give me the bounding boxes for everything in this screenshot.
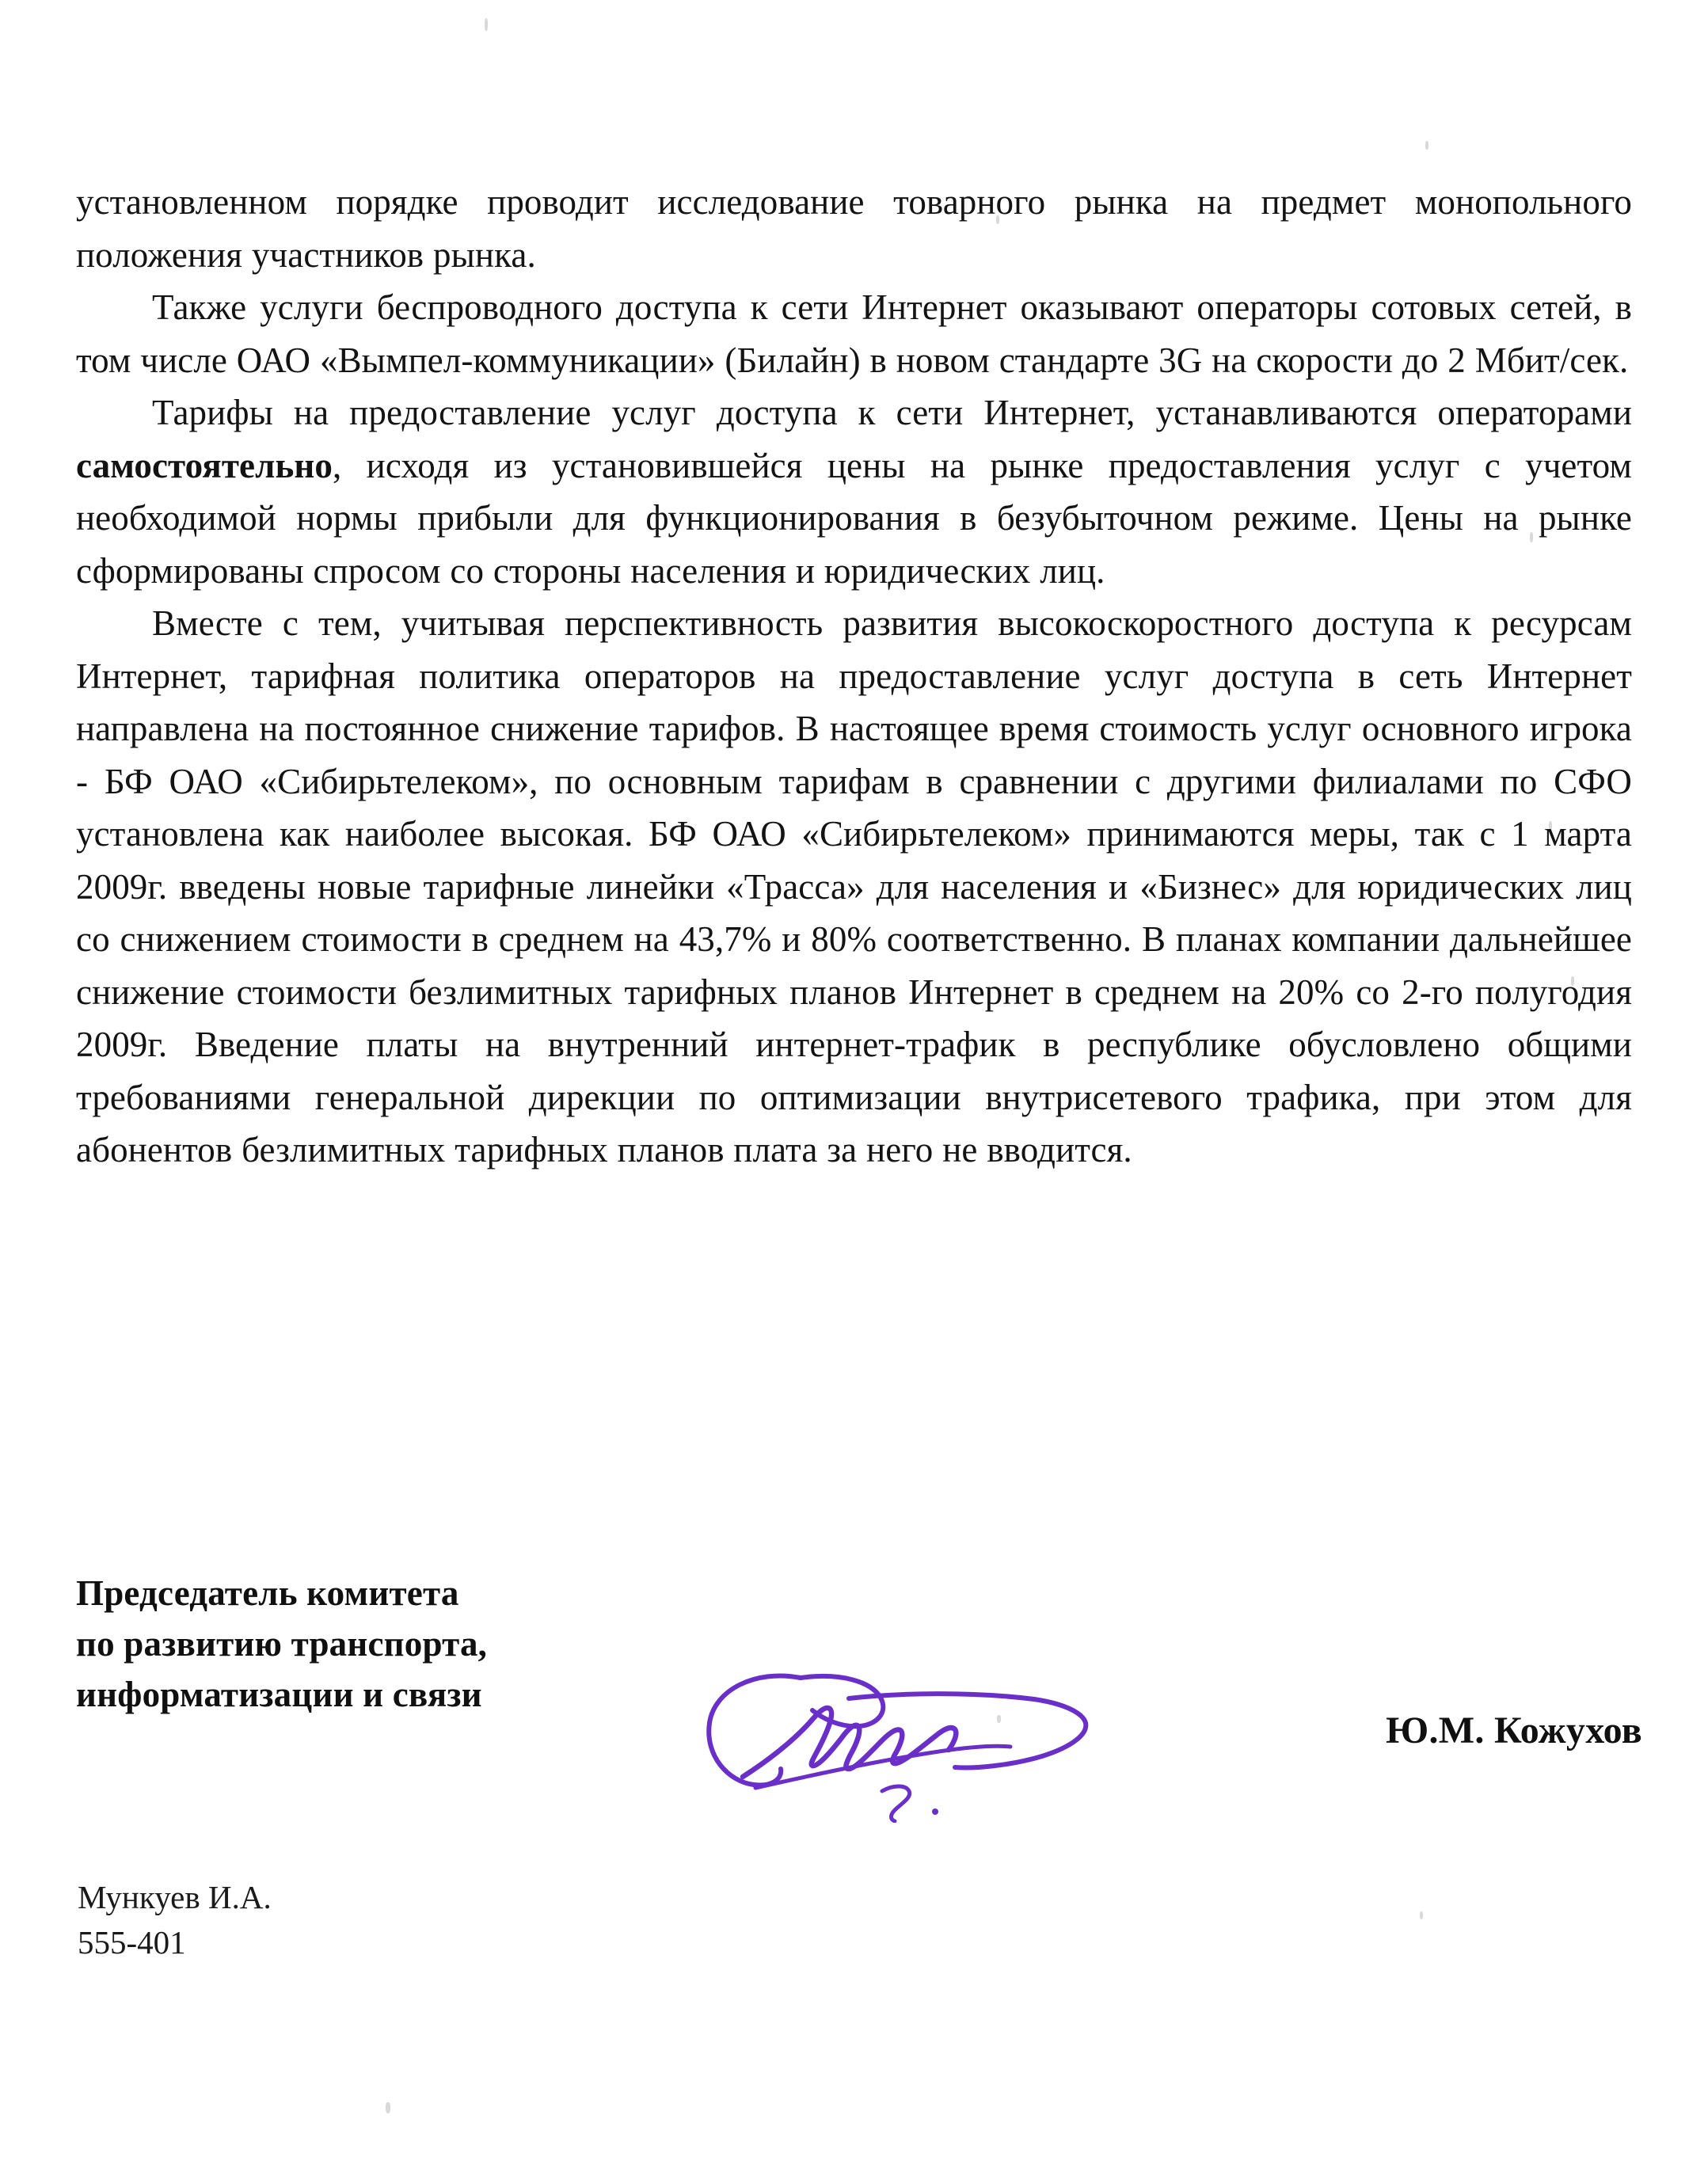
signer-title-line-1: Председатель комитета: [76, 1573, 459, 1613]
scan-speck: [386, 2102, 390, 2113]
signer-title: [76, 1568, 725, 1720]
emphasis-samostoyatelno: самостоятельно: [76, 445, 333, 485]
signer-title-line-3: информатизации и связи: [76, 1675, 482, 1714]
scan-speck: [485, 18, 488, 31]
executor-phone: 555-401: [78, 1924, 186, 1961]
paragraph-3: [76, 386, 1632, 597]
paragraph-2: Также услуги беспроводного доступа к сети Интернет оказывают операторы сотовых сетей, в том числе ОАО «Вымпел-коммуникации» (Билайн) в новом стандарте 3G на скорости до 2 Мбит/сек.: [76, 287, 1632, 380]
signer-name: Ю.М. Кожухов: [1386, 1710, 1642, 1751]
paragraph-1: установленном порядке проводит исследование товарного рынка на предмет монопольного положения участников рынка.: [76, 182, 1632, 275]
letter-body: [76, 176, 1632, 1177]
executor-name: Мункуев И.А.: [78, 1879, 272, 1915]
executor-footer: [78, 1875, 272, 1965]
paragraph-4: Вместе с тем, учитывая перспективность развития высокоскоростного доступа к ресурсам Интернет, тарифная политика операторов на предоставление услуг доступа в сеть Интернет направлена на постоянное снижение тарифов. В настоящее время стоимость услуг основного игрока - БФ ОАО «Сибирьтелеком», по основным тарифам в сравнении с другими филиалами по СФО установлена как наиболее высокая. БФ ОАО «Сибирьтелеком» принимаются меры, так с 1 марта 2009г. введены новые тарифные линейки «Трасса» для населения и «Бизнес» для юридических лиц со снижением стоимости в среднем на 43,7% и 80% соответственно. В планах компании дальнейшее снижение стоимости безлимитных тарифных планов Интернет в среднем на 20% со 2-го полугодия 2009г. Введение платы на внутренний интернет-трафик в республике обусловлено общими требованиями генеральной дирекции по оптимизации внутрисетевого трафика, при этом для абонентов безлимитных тарифных планов плата за него не вводится.: [76, 603, 1632, 1169]
handwritten-signature: [694, 1641, 1105, 1823]
paragraph-3-part-b: , исходя из установившейся цены на рынке предоставления услуг с учетом необходимой нормы прибыли для функционирования в безубыточном режиме. Цены на рынке сформированы спросом со стороны населения и юридических лиц.: [76, 445, 1632, 591]
signer-title-line-2: по развитию транспорта,: [76, 1624, 488, 1664]
paragraph-3-part-a: Тарифы на предоставление услуг доступа к сети Интернет, устанавливаются операторами: [152, 393, 1632, 432]
scan-speck: [1425, 141, 1428, 150]
signature-block: [76, 1568, 1652, 1829]
scan-speck: [1420, 1911, 1423, 1919]
